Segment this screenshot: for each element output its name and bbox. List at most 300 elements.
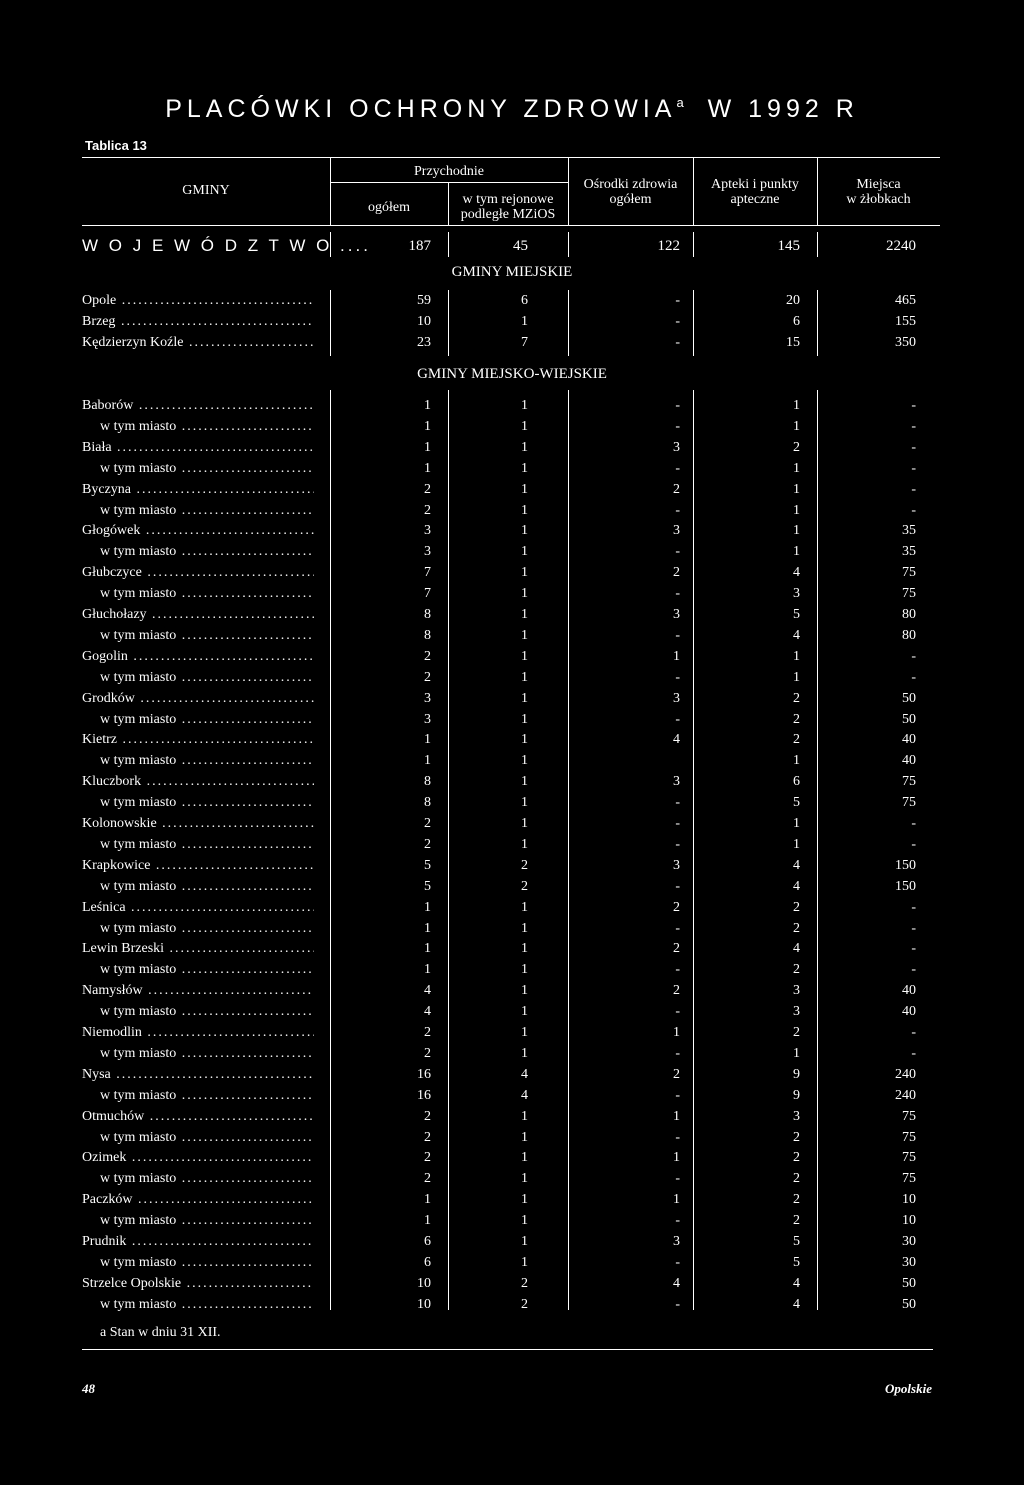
cell-value: 1 bbox=[424, 398, 431, 413]
cell-value: 1 bbox=[521, 523, 528, 539]
cell-value: 2 bbox=[793, 1150, 800, 1166]
cell-value: 2 bbox=[673, 565, 680, 581]
cell-value: 3 bbox=[673, 1234, 680, 1249]
table-row bbox=[0, 751, 1024, 771]
gmina-name: Gogolin ..... bbox=[82, 647, 314, 667]
cell-value: 1 bbox=[521, 920, 528, 936]
cell-value: - bbox=[911, 899, 916, 915]
cell-value: 40 bbox=[902, 732, 916, 748]
cell-value: 50 bbox=[902, 690, 916, 706]
wojewodztwo-value: 145 bbox=[777, 238, 800, 254]
header-ogolem: ogółem bbox=[368, 200, 410, 215]
table-row bbox=[0, 1295, 1024, 1315]
cell-value: 2 bbox=[793, 1213, 800, 1229]
gmina-name: w tym miasto ..... bbox=[100, 1086, 314, 1106]
cell-value: 4 bbox=[793, 878, 800, 894]
gmina-name: w tym miasto ..... bbox=[100, 668, 314, 688]
cell-value: 1 bbox=[521, 586, 528, 602]
page-number: 48 bbox=[82, 1381, 95, 1396]
cell-value: - bbox=[911, 460, 916, 476]
table-row bbox=[0, 438, 1024, 458]
cell-value: 5 bbox=[424, 878, 431, 894]
cell-value: - bbox=[911, 502, 916, 518]
cell-value: - bbox=[675, 335, 680, 350]
cell-value: - bbox=[911, 962, 916, 978]
cell-value: 16 bbox=[417, 1087, 431, 1103]
cell-value: 1 bbox=[521, 1150, 528, 1166]
cell-value: 2 bbox=[424, 502, 431, 518]
table-row bbox=[0, 333, 1024, 353]
cell-value: 4 bbox=[424, 1004, 431, 1020]
table-row bbox=[0, 1086, 1024, 1106]
table-row bbox=[0, 814, 1024, 834]
cell-value: 2 bbox=[793, 732, 800, 748]
cell-value: 2 bbox=[793, 962, 800, 978]
table-row bbox=[0, 1044, 1024, 1064]
cell-value: 350 bbox=[895, 335, 916, 350]
cell-value: 2 bbox=[424, 1108, 431, 1124]
cell-value: - bbox=[675, 836, 680, 852]
cell-value: 1 bbox=[424, 732, 431, 748]
cell-value: 23 bbox=[417, 335, 431, 350]
cell-value: - bbox=[675, 1171, 680, 1187]
cell-value: 3 bbox=[793, 983, 800, 999]
cell-value: 1 bbox=[793, 481, 800, 497]
cell-value: 40 bbox=[902, 1004, 916, 1020]
cell-value: 4 bbox=[793, 857, 800, 873]
gmina-name: w tym miasto ..... bbox=[100, 919, 314, 939]
footer-region: Opolskie bbox=[885, 1381, 932, 1396]
cell-value: 1 bbox=[521, 1025, 528, 1040]
cell-value: - bbox=[675, 398, 680, 413]
gmina-name: w tym miasto ..... bbox=[100, 751, 314, 771]
cell-value: 3 bbox=[673, 857, 680, 873]
cell-value: - bbox=[911, 418, 916, 434]
cell-value: 4 bbox=[521, 1066, 528, 1082]
cell-value: - bbox=[675, 920, 680, 936]
cell-value: 1 bbox=[793, 398, 800, 413]
gmina-name: Głuchołazy ..... bbox=[82, 605, 314, 625]
table-row bbox=[0, 1023, 1024, 1043]
header-miejsca: Miejsca w żłobkach bbox=[846, 177, 911, 207]
header-gminy: GMINY bbox=[182, 183, 230, 198]
cell-value: 1 bbox=[424, 439, 431, 455]
cell-value: 1 bbox=[521, 983, 528, 999]
table-row bbox=[0, 1169, 1024, 1189]
table-row bbox=[0, 919, 1024, 939]
cell-value: - bbox=[675, 293, 680, 308]
cell-value: 4 bbox=[424, 983, 431, 999]
cell-value: - bbox=[911, 1025, 916, 1040]
table-row bbox=[0, 772, 1024, 792]
cell-value: 6 bbox=[521, 293, 528, 308]
cell-value: 1 bbox=[521, 398, 528, 413]
table-row bbox=[0, 1274, 1024, 1294]
cell-value: 2 bbox=[424, 1171, 431, 1187]
cell-value: 1 bbox=[793, 753, 800, 769]
gmina-name: Kluczbork ..... bbox=[82, 772, 314, 792]
cell-value: 30 bbox=[902, 1234, 916, 1249]
cell-value: - bbox=[675, 962, 680, 978]
gmina-name: w tym miasto ..... bbox=[100, 584, 314, 604]
cell-value: 8 bbox=[424, 627, 431, 643]
cell-value: 1 bbox=[521, 962, 528, 978]
table-row bbox=[0, 626, 1024, 646]
cell-value: 240 bbox=[895, 1087, 916, 1103]
cell-value: 1 bbox=[793, 669, 800, 685]
cell-value: 1 bbox=[521, 565, 528, 581]
cell-value: - bbox=[911, 816, 916, 831]
table-row bbox=[0, 1190, 1024, 1210]
cell-value: 50 bbox=[902, 1275, 916, 1291]
table-row bbox=[0, 417, 1024, 437]
cell-value: - bbox=[675, 502, 680, 518]
cell-value: 1 bbox=[521, 607, 528, 622]
cell-value: 6 bbox=[793, 774, 800, 790]
cell-value: 59 bbox=[417, 293, 431, 308]
cell-value: - bbox=[675, 460, 680, 476]
cell-value: 75 bbox=[902, 1150, 916, 1166]
cell-value: 1 bbox=[424, 899, 431, 915]
cell-value: 3 bbox=[673, 439, 680, 455]
cell-value: 2 bbox=[673, 1066, 680, 1082]
cell-value: 1 bbox=[521, 1254, 528, 1270]
cell-value: 1 bbox=[521, 774, 528, 790]
table-row bbox=[0, 981, 1024, 1001]
cell-value: 8 bbox=[424, 774, 431, 790]
header-top-rule bbox=[82, 157, 940, 158]
cell-value: 3 bbox=[793, 1108, 800, 1124]
przychodnie-rule bbox=[330, 182, 568, 183]
cell-value: 1 bbox=[424, 920, 431, 936]
gmina-name: w tym miasto ..... bbox=[100, 877, 314, 897]
table-row bbox=[0, 898, 1024, 918]
gmina-name: Kędzierzyn Koźle ..... bbox=[82, 333, 314, 353]
wojewodztwo-value: 122 bbox=[657, 238, 680, 254]
gmina-name: Nysa ..... bbox=[82, 1065, 314, 1085]
cell-value: - bbox=[675, 1213, 680, 1229]
gmina-name: Brzeg ..... bbox=[82, 312, 314, 332]
cell-value: - bbox=[675, 418, 680, 434]
cell-value: 2 bbox=[793, 690, 800, 706]
table-row bbox=[0, 1148, 1024, 1168]
table-row bbox=[0, 521, 1024, 541]
cell-value: 4 bbox=[793, 565, 800, 581]
cell-value: 2 bbox=[424, 1025, 431, 1040]
cell-value: 80 bbox=[902, 627, 916, 643]
cell-value: 5 bbox=[793, 795, 800, 811]
cell-value: 1 bbox=[673, 648, 680, 664]
table-row bbox=[0, 1065, 1024, 1085]
gmina-name: w tym miasto ..... bbox=[100, 1253, 314, 1273]
cell-value: 150 bbox=[895, 857, 916, 873]
cell-value: 1 bbox=[521, 1192, 528, 1208]
cell-value: 2 bbox=[793, 920, 800, 936]
cell-value: 1 bbox=[793, 648, 800, 664]
cell-value: 4 bbox=[673, 732, 680, 748]
cell-value: 75 bbox=[902, 1171, 916, 1187]
cell-value: 2 bbox=[424, 648, 431, 664]
table-row bbox=[0, 835, 1024, 855]
cell-value: 1 bbox=[521, 460, 528, 476]
table-row bbox=[0, 1128, 1024, 1148]
table-row bbox=[0, 689, 1024, 709]
table-row bbox=[0, 1253, 1024, 1273]
cell-value: 1 bbox=[673, 1108, 680, 1124]
cell-value: 75 bbox=[902, 565, 916, 581]
table-row bbox=[0, 563, 1024, 583]
cell-value: 3 bbox=[673, 690, 680, 706]
cell-value: 6 bbox=[424, 1234, 431, 1249]
gmina-name: Paczków ..... bbox=[82, 1190, 314, 1210]
gmina-name: Krapkowice ..... bbox=[82, 856, 314, 876]
cell-value: 1 bbox=[521, 439, 528, 455]
gmina-name: Grodków ..... bbox=[82, 689, 314, 709]
cell-value: 5 bbox=[793, 607, 800, 622]
cell-value: - bbox=[675, 544, 680, 560]
table-row bbox=[0, 1107, 1024, 1127]
gmina-name: w tym miasto ..... bbox=[100, 459, 314, 479]
cell-value: 9 bbox=[793, 1066, 800, 1082]
cell-value: - bbox=[675, 1296, 680, 1312]
table-row bbox=[0, 396, 1024, 416]
cell-value: 1 bbox=[521, 544, 528, 560]
table-row bbox=[0, 1211, 1024, 1231]
gmina-name: Namysłów ..... bbox=[82, 981, 314, 1001]
cell-value: 3 bbox=[673, 607, 680, 622]
cell-value: - bbox=[675, 627, 680, 643]
cell-value: - bbox=[675, 1087, 680, 1103]
cell-value: 2 bbox=[521, 1296, 528, 1312]
cell-value: 2 bbox=[521, 857, 528, 873]
cell-value: 2 bbox=[793, 711, 800, 727]
table-row bbox=[0, 1002, 1024, 1022]
cell-value: 2 bbox=[424, 816, 431, 831]
cell-value: 75 bbox=[902, 1108, 916, 1124]
cell-value: 50 bbox=[902, 711, 916, 727]
gmina-name: w tym miasto ..... bbox=[100, 542, 314, 562]
wojewodztwo-value: 187 bbox=[408, 238, 431, 254]
cell-value: 1 bbox=[424, 962, 431, 978]
cell-value: - bbox=[675, 314, 680, 329]
cell-value: 2 bbox=[424, 1150, 431, 1166]
cell-value: - bbox=[911, 836, 916, 852]
gmina-name: Lewin Brzeski ..... bbox=[82, 939, 314, 959]
cell-value: 2 bbox=[424, 1045, 431, 1061]
cell-value: 1 bbox=[521, 899, 528, 915]
cell-value: 15 bbox=[786, 335, 800, 350]
gmina-name: Kietrz ..... bbox=[82, 730, 314, 750]
gmina-name: w tym miasto ..... bbox=[100, 1169, 314, 1189]
cell-value: 2 bbox=[793, 1129, 800, 1145]
cell-value: 150 bbox=[895, 878, 916, 894]
gmina-name: Opole ..... bbox=[82, 291, 314, 311]
gmina-name: Leśnica ..... bbox=[82, 898, 314, 918]
cell-value: 75 bbox=[902, 774, 916, 790]
gmina-name: w tym miasto ..... bbox=[100, 501, 314, 521]
table-row bbox=[0, 730, 1024, 750]
header-przychodnie: Przychodnie bbox=[414, 164, 484, 179]
table-row bbox=[0, 939, 1024, 959]
cell-value: 7 bbox=[521, 335, 528, 350]
cell-value: - bbox=[675, 878, 680, 894]
cell-value: 3 bbox=[424, 711, 431, 727]
table-row bbox=[0, 605, 1024, 625]
footnote: a Stan w dniu 31 XII. bbox=[100, 1325, 221, 1340]
cell-value: - bbox=[911, 941, 916, 957]
cell-value: 1 bbox=[793, 1045, 800, 1061]
cell-value: - bbox=[675, 816, 680, 831]
gmina-name: Niemodlin ..... bbox=[82, 1023, 314, 1043]
cell-value: 1 bbox=[521, 648, 528, 664]
cell-value: 3 bbox=[793, 1004, 800, 1020]
cell-value: 35 bbox=[902, 544, 916, 560]
cell-value: 2 bbox=[793, 1025, 800, 1040]
cell-value: 1 bbox=[793, 460, 800, 476]
gmina-name: w tym miasto ..... bbox=[100, 1128, 314, 1148]
cell-value: 1 bbox=[521, 627, 528, 643]
table-row bbox=[0, 1232, 1024, 1252]
gmina-name: w tym miasto ..... bbox=[100, 960, 314, 980]
cell-value: 1 bbox=[521, 753, 528, 769]
section-gminy-miejsko-wiejskie: GMINY MIEJSKO-WIEJSKIE bbox=[417, 366, 607, 382]
gmina-name: w tym miasto ..... bbox=[100, 1211, 314, 1231]
wojewodztwo-label: W O J E W Ó D Z T W O .... bbox=[82, 236, 371, 255]
cell-value: 1 bbox=[521, 836, 528, 852]
cell-value: 7 bbox=[424, 565, 431, 581]
table-row bbox=[0, 584, 1024, 604]
gmina-name: Biała ..... bbox=[82, 438, 314, 458]
gmina-name: Otmuchów ..... bbox=[82, 1107, 314, 1127]
cell-value: 1 bbox=[521, 502, 528, 518]
cell-value: 4 bbox=[521, 1087, 528, 1103]
cell-value: 5 bbox=[793, 1234, 800, 1249]
wojewodztwo-row bbox=[0, 236, 1024, 256]
cell-value: 2 bbox=[793, 1171, 800, 1187]
cell-value: - bbox=[675, 795, 680, 811]
cell-value: 1 bbox=[521, 1129, 528, 1145]
cell-value: - bbox=[675, 669, 680, 685]
cell-value: 5 bbox=[424, 857, 431, 873]
section-gminy-miejskie: GMINY MIEJSKIE bbox=[451, 264, 573, 280]
cell-value: - bbox=[911, 920, 916, 936]
cell-value: 80 bbox=[902, 607, 916, 622]
gmina-name: Kolonowskie ..... bbox=[82, 814, 314, 834]
wojewodztwo-value: 2240 bbox=[886, 238, 916, 254]
cell-value: 1 bbox=[521, 481, 528, 497]
gmina-name: w tym miasto ..... bbox=[100, 793, 314, 813]
cell-value: - bbox=[911, 439, 916, 455]
cell-value: 5 bbox=[793, 1254, 800, 1270]
gmina-name: Byczyna ..... bbox=[82, 480, 314, 500]
cell-value: 1 bbox=[521, 1004, 528, 1020]
cell-value: 1 bbox=[793, 836, 800, 852]
cell-value: 4 bbox=[793, 1275, 800, 1291]
cell-value: 40 bbox=[902, 983, 916, 999]
cell-value: 10 bbox=[417, 314, 431, 329]
gmina-name: w tym miasto ..... bbox=[100, 1295, 314, 1315]
table-row bbox=[0, 960, 1024, 980]
page-title: PLACÓWKI OCHRONY ZDROWIA$^a$ W 1992 R bbox=[165, 95, 859, 123]
table-row bbox=[0, 647, 1024, 667]
header-bottom-rule bbox=[82, 225, 940, 226]
table-label: Tablica 13 bbox=[85, 138, 147, 153]
gmina-name: w tym miasto ..... bbox=[100, 835, 314, 855]
cell-value: 1 bbox=[521, 941, 528, 957]
cell-value: 2 bbox=[521, 878, 528, 894]
cell-value: 1 bbox=[424, 1213, 431, 1229]
gmina-name: Ozimek ..... bbox=[82, 1148, 314, 1168]
cell-value: 75 bbox=[902, 586, 916, 602]
cell-value: 4 bbox=[793, 941, 800, 957]
gmina-name: w tym miasto ..... bbox=[100, 417, 314, 437]
cell-value: 1 bbox=[424, 941, 431, 957]
cell-value: 1 bbox=[521, 314, 528, 329]
gmina-name: w tym miasto ..... bbox=[100, 1044, 314, 1064]
cell-value: 1 bbox=[793, 544, 800, 560]
cell-value: 75 bbox=[902, 795, 916, 811]
cell-value: 7 bbox=[424, 586, 431, 602]
cell-value: 9 bbox=[793, 1087, 800, 1103]
cell-value: 10 bbox=[417, 1275, 431, 1291]
cell-value: - bbox=[675, 711, 680, 727]
cell-value: 1 bbox=[521, 669, 528, 685]
gmina-name: Głubczyce ..... bbox=[82, 563, 314, 583]
table-row bbox=[0, 480, 1024, 500]
cell-value: 1 bbox=[521, 816, 528, 831]
cell-value: 1 bbox=[793, 418, 800, 434]
cell-value: - bbox=[675, 1045, 680, 1061]
cell-value: - bbox=[675, 1004, 680, 1020]
cell-value: 2 bbox=[793, 439, 800, 455]
cell-value: 4 bbox=[673, 1275, 680, 1291]
table-row bbox=[0, 710, 1024, 730]
cell-value: 155 bbox=[895, 314, 916, 329]
cell-value: 1 bbox=[521, 711, 528, 727]
cell-value: 1 bbox=[793, 523, 800, 539]
cell-value: 2 bbox=[793, 1192, 800, 1208]
wojewodztwo-value: 45 bbox=[513, 238, 528, 254]
cell-value: 2 bbox=[424, 836, 431, 852]
cell-value: 3 bbox=[424, 523, 431, 539]
cell-value: 240 bbox=[895, 1066, 916, 1082]
cell-value: 4 bbox=[793, 1296, 800, 1312]
cell-value: 75 bbox=[902, 1129, 916, 1145]
cell-value: 1 bbox=[673, 1150, 680, 1166]
cell-value: 8 bbox=[424, 795, 431, 811]
cell-value: 4 bbox=[793, 627, 800, 643]
table-row bbox=[0, 856, 1024, 876]
gmina-name: w tym miasto ..... bbox=[100, 710, 314, 730]
cell-value: 1 bbox=[673, 1192, 680, 1208]
table-row bbox=[0, 501, 1024, 521]
gmina-name: w tym miasto ..... bbox=[100, 1002, 314, 1022]
table-row bbox=[0, 793, 1024, 813]
cell-value: 40 bbox=[902, 753, 916, 769]
cell-value: 2 bbox=[521, 1275, 528, 1291]
cell-value: 3 bbox=[673, 774, 680, 790]
gmina-name: Głogówek ..... bbox=[82, 521, 314, 541]
cell-value: 1 bbox=[424, 460, 431, 476]
cell-value: 3 bbox=[673, 523, 680, 539]
cell-value: 1 bbox=[521, 795, 528, 811]
cell-value: 2 bbox=[673, 481, 680, 497]
cell-value: 1 bbox=[424, 1192, 431, 1208]
header-w-tym-rejonowe: w tym rejonowe podległe MZiOS bbox=[460, 192, 556, 222]
cell-value: 3 bbox=[424, 690, 431, 706]
cell-value: - bbox=[675, 1129, 680, 1145]
cell-value: 2 bbox=[793, 899, 800, 915]
